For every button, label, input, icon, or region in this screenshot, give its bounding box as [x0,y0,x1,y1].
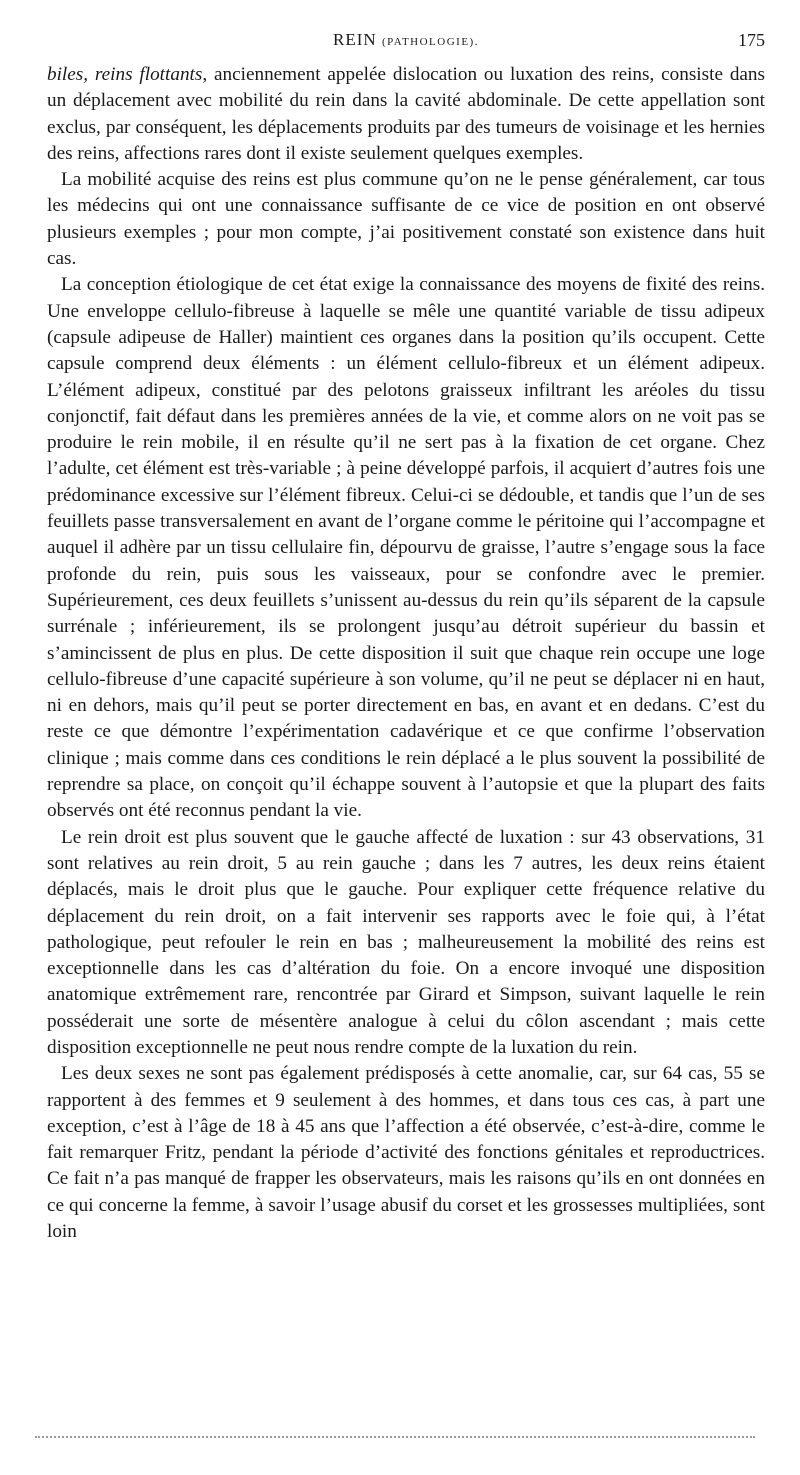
italic-lead: biles, reins flottants, [47,64,208,85]
paragraph-text: Le rein droit est plus souvent que le gauche affecté de luxation : sur 43 observations, 31 sont relatives au rein droit, 5 au rein gauche ; dans les 7 autres, les deux reins étaient déplacés, mais le droit plus que le gauche. Pour expliquer cette fréquence relative du déplacement du rein droit, on a fait intervenir ses rapports avec le foie qui, à l’état pathologique, peut refouler le rein en bas ; malheureusement la mobilité des reins est exceptionnelle dans les cas d’altération du foie. On a encore invoqué une disposition anatomique extrêmement rare, rencontrée par Girard et Simpson, suivant laquelle le rein posséderait une sorte de mésentère analogue à celui du côlon ascendant ; mais cette disposition exceptionnelle ne peut nous rendre compte de la luxation du rein. [47,826,765,1058]
paragraph-text: Les deux sexes ne sont pas également prédisposés à cette anomalie, car, sur 64 cas, 55 se rapportent à des femmes et 9 seulement à des hommes, et dans tous ces cas, à part une exception, c’est à l’âge de 18 à 45 ans que l’affection a été observée, c’est-à-dire, comme le fait remarquer Fritz, pendant la période d’activité des fonctions génitales et reproductrices. Ce fait n’a pas manqué de frapper les observateurs, mais les raisons qu’ils en ont données en ce qui concerne la femme, à savoir l’usage abusif du corset et les grossesses multipliées, sont loin [47,1063,765,1243]
paragraph [47,62,765,167]
paragraph [47,825,765,1062]
body-text [47,62,765,1245]
running-title [47,30,765,50]
paragraph-text: La mobilité acquise des reins est plus commune qu’on ne le pense généralement, car tous les médecins qui ont une connaissance suffisante de ce vice de position en ont observé plusieurs exemples ; pour mon compte, j’ai positivement constaté son existence dans huit cas. [47,169,765,270]
page-number: 175 [738,30,765,50]
paragraph [47,272,765,824]
header-subtitle: (PATHOLOGIE). [381,36,479,48]
paragraph-text: anciennement appelée dislocation ou luxation des reins, consiste dans un déplacement avec mobilité du rein dans la cavité abdominale. De cette appellation sont exclus, par conséquent, les déplacements produits par des tumeurs de voisinage et les hernies des reins, affections rares dont il existe seulement quelques exemples. [47,64,765,164]
paragraph-text: La conception étiologique de cet état exige la connaissance des moyens de fixité des reins. Une enveloppe cellulo-fibreuse à laquelle se mêle une quantité variable de tissu adipeux (capsule adipeuse de Haller) maintient ces organes dans la position qu’ils occupent. Cette capsule comprend deux éléments : un élément cellulo-fibreux et un élément adipeux. L’élément adipeux, constitué par des pelotons graisseux infiltrant les aréoles du tissu conjonctif, fait défaut dans les premières années de la vie, et comme alors on ne voit pas se produire le rein mobile, il en résulte qu’il ne sert pas à la fixation de cet organe. Chez l’adulte, cet élément est très-variable ; à peine développé parfois, il acquiert d’autres fois une prédominance excessive sur l’élément fibreux. Celui-ci se dédouble, et tandis que l’un de ses feuillets passe transversalement en avant de l’organe comme le péritoine qui l’accompagne et auquel il adhère par un tissu cellulaire fin, dépourvu de graisse, l’autre s’engage sous la face profonde du rein, puis sous les vaisseaux, pour se confondre avec le premier. Supérieurement, ces deux feuillets s’unissent au-dessus du rein qu’ils séparent de la capsule surrénale ; inférieurement, ils se prolongent jusqu’au détroit supérieur du bassin et s’amincissent de plus en plus. De cette disposition il suit que chaque rein occupe une loge cellulo-fibreuse d’une capacité supérieure à son volume, qu’il ne peut se déplacer ni en haut, ni en dehors, mais qu’il peut se porter directement en bas, en avant et en dedans. C’est du reste ce que démontre l’expérimentation cadavérique et ce que confirme l’observation clinique ; mais comme dans ces conditions le rein déplacé a le plus souvent la possibilité de reprendre sa place, on conçoit qu’il échappe souvent à l’autopsie et que la plupart des faits observés ont été reconnus pendant la vie. [47,274,765,822]
paragraph [47,167,765,272]
document-page [47,26,765,1245]
footer-rule [35,1436,755,1438]
paragraph [47,1061,765,1245]
header-title: REIN [333,30,377,49]
running-header [47,26,765,62]
